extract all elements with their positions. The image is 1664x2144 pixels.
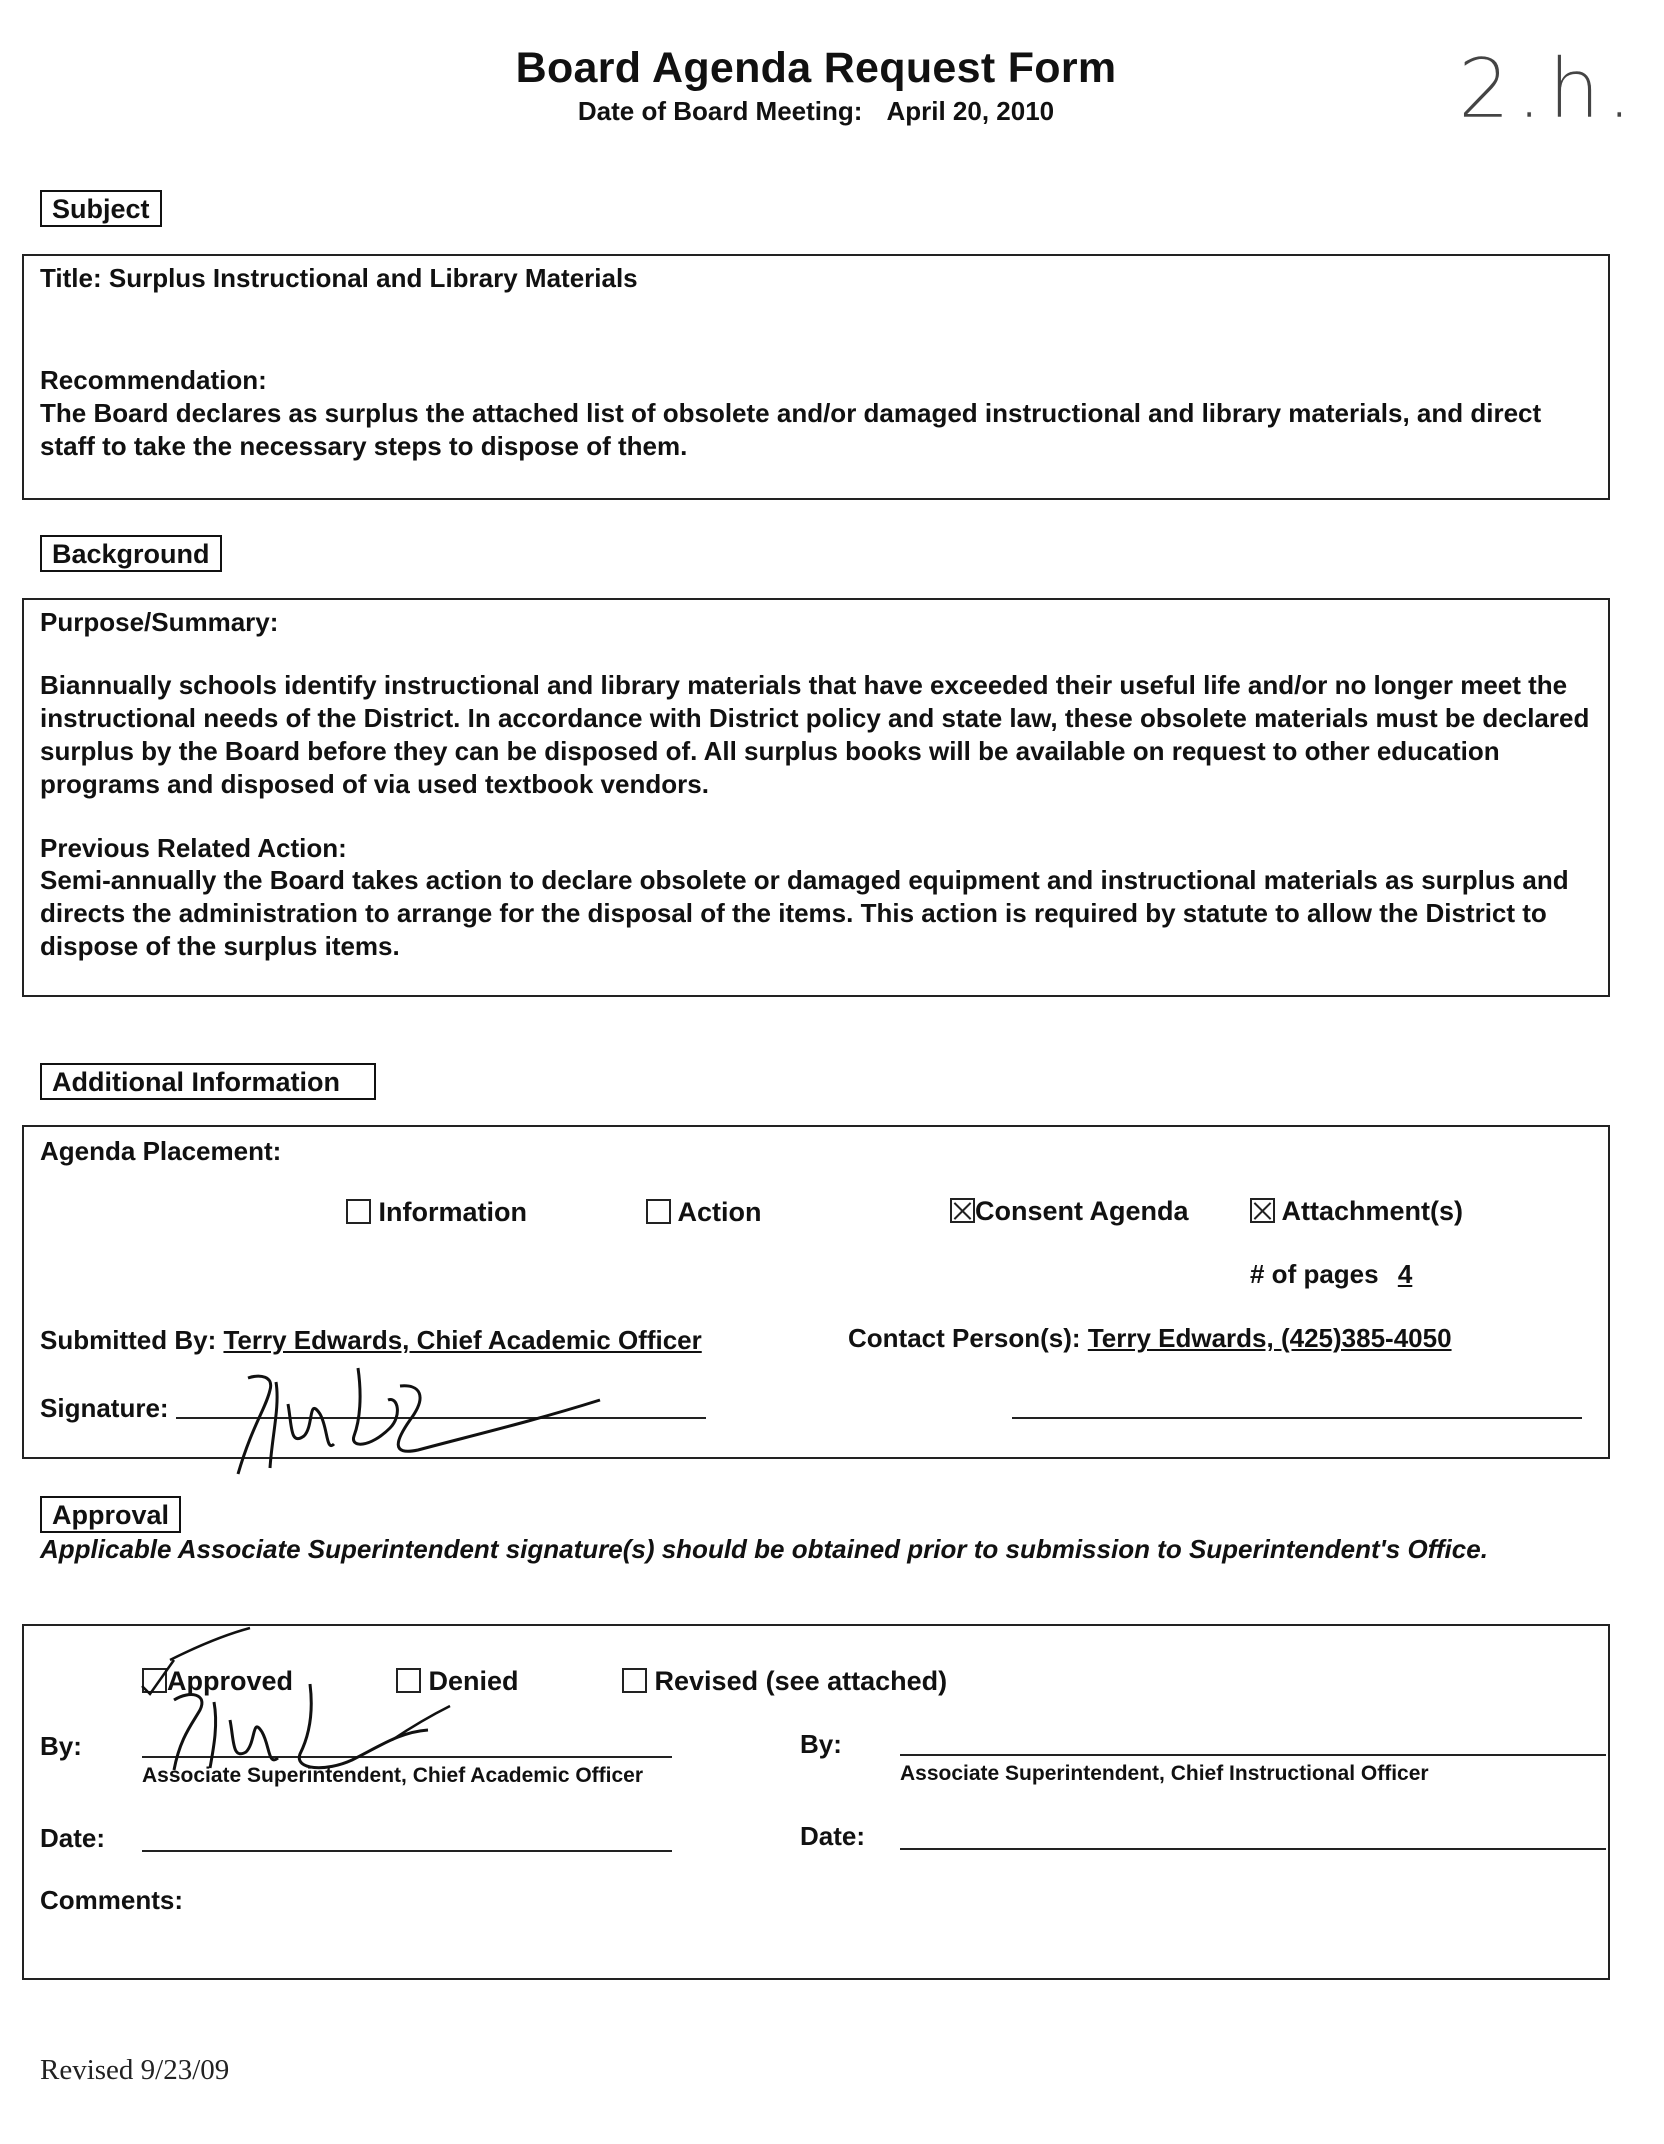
submitted-by-value: Terry Edwards, Chief Academic Officer: [223, 1325, 702, 1355]
revised-label: Revised (see attached): [654, 1666, 948, 1696]
background-box: [22, 598, 1610, 997]
information-checkbox[interactable]: [346, 1199, 371, 1224]
submitted-by-label: Submitted By:: [40, 1325, 217, 1355]
information-label: Information: [378, 1197, 528, 1227]
additional-info-section-label: Additional Information: [40, 1063, 376, 1100]
subject-box: [22, 254, 1610, 500]
option-action[interactable]: [646, 1197, 762, 1228]
subject-section-label: Subject: [40, 190, 162, 227]
consent-agenda-label: Consent Agenda: [975, 1196, 1189, 1226]
left-date-line[interactable]: [142, 1850, 672, 1852]
contact-person-value: Terry Edwards, (425)385-4050: [1087, 1323, 1452, 1353]
right-date-label: Date:: [800, 1821, 866, 1851]
approved-label: Approved: [167, 1666, 294, 1696]
left-by-label: By:: [40, 1731, 82, 1761]
subject-title-line: Title: Surplus Instructional and Library Materials: [40, 263, 638, 293]
contact-person: [848, 1322, 1452, 1355]
attachments-label: Attachment(s): [1281, 1196, 1464, 1226]
revised-date: Revised 9/23/09: [40, 2054, 230, 2086]
consent-agenda-checkbox[interactable]: [950, 1198, 975, 1223]
pages-label: # of pages: [1250, 1259, 1379, 1289]
approval-section-label: Approval: [40, 1496, 181, 1533]
option-revised[interactable]: [622, 1666, 947, 1697]
submitter-signature: [230, 1356, 610, 1486]
recommendation-label: Recommendation:: [40, 365, 267, 395]
meeting-date-value: April 20, 2010: [886, 96, 1055, 126]
contact-signature-line[interactable]: [1012, 1417, 1582, 1419]
submitted-by: [40, 1324, 702, 1357]
meeting-date-line: [0, 96, 1632, 127]
right-signer-title: Associate Superintendent, Chief Instructional Officer: [900, 1762, 1429, 1785]
background-section-label: Background: [40, 535, 222, 572]
right-by-label: By:: [800, 1729, 842, 1759]
pages-value: 4: [1397, 1259, 1413, 1289]
signature-label: Signature:: [40, 1393, 169, 1423]
pages-count: [1250, 1258, 1414, 1291]
option-consent-agenda[interactable]: [950, 1196, 1189, 1227]
handwritten-item-number: 2.h.: [1458, 42, 1639, 137]
option-information[interactable]: [346, 1197, 527, 1228]
right-date-line[interactable]: [900, 1848, 1606, 1850]
meeting-date-label: Date of Board Meeting:: [577, 96, 863, 126]
previous-action-text: Semi-annually the Board takes action to declare obsolete or damaged equipment and instructional materials as surplus and directs the administration to arrange for the disposal of the items. This action is required by statute to allow the District to dispose of the surplus items.: [40, 865, 1569, 961]
contact-person-label: Contact Person(s):: [848, 1323, 1081, 1353]
comments-label: Comments:: [40, 1885, 184, 1915]
previous-action-label: Previous Related Action:: [40, 833, 347, 863]
left-date-label: Date:: [40, 1823, 106, 1853]
approval-note: Applicable Associate Superintendent signature(s) should be obtained prior to submission to Superintendent's Office.: [40, 1534, 1488, 1564]
purpose-label: Purpose/Summary:: [40, 607, 279, 637]
agenda-placement-label: Agenda Placement:: [40, 1136, 282, 1166]
left-signer-title: Associate Superintendent, Chief Academic Officer: [142, 1764, 644, 1787]
action-label: Action: [677, 1197, 762, 1227]
denied-label: Denied: [428, 1666, 519, 1696]
approver-signature: [130, 1620, 510, 1790]
recommendation-text: The Board declares as surplus the attached list of obsolete and/or damaged instructional and library materials, and direct staff to take the necessary steps to dispose of them.: [40, 398, 1542, 461]
form-title: Board Agenda Request Form: [515, 44, 1117, 92]
revised-checkbox[interactable]: [622, 1668, 647, 1693]
action-checkbox[interactable]: [646, 1199, 671, 1224]
option-attachments[interactable]: [1250, 1196, 1463, 1227]
right-by-signature-line[interactable]: [900, 1754, 1606, 1756]
purpose-text: Biannually schools identify instructional and library materials that have exceeded their useful life and/or no longer meet the instructional needs of the District. In accordance with District policy and state law, these obsolete materials must be declared surplus by the Board before they can be disposed of. All surplus books will be available on request to other education programs and disposed of via used textbook vendors.: [40, 670, 1590, 799]
attachments-checkbox[interactable]: [1250, 1198, 1275, 1223]
